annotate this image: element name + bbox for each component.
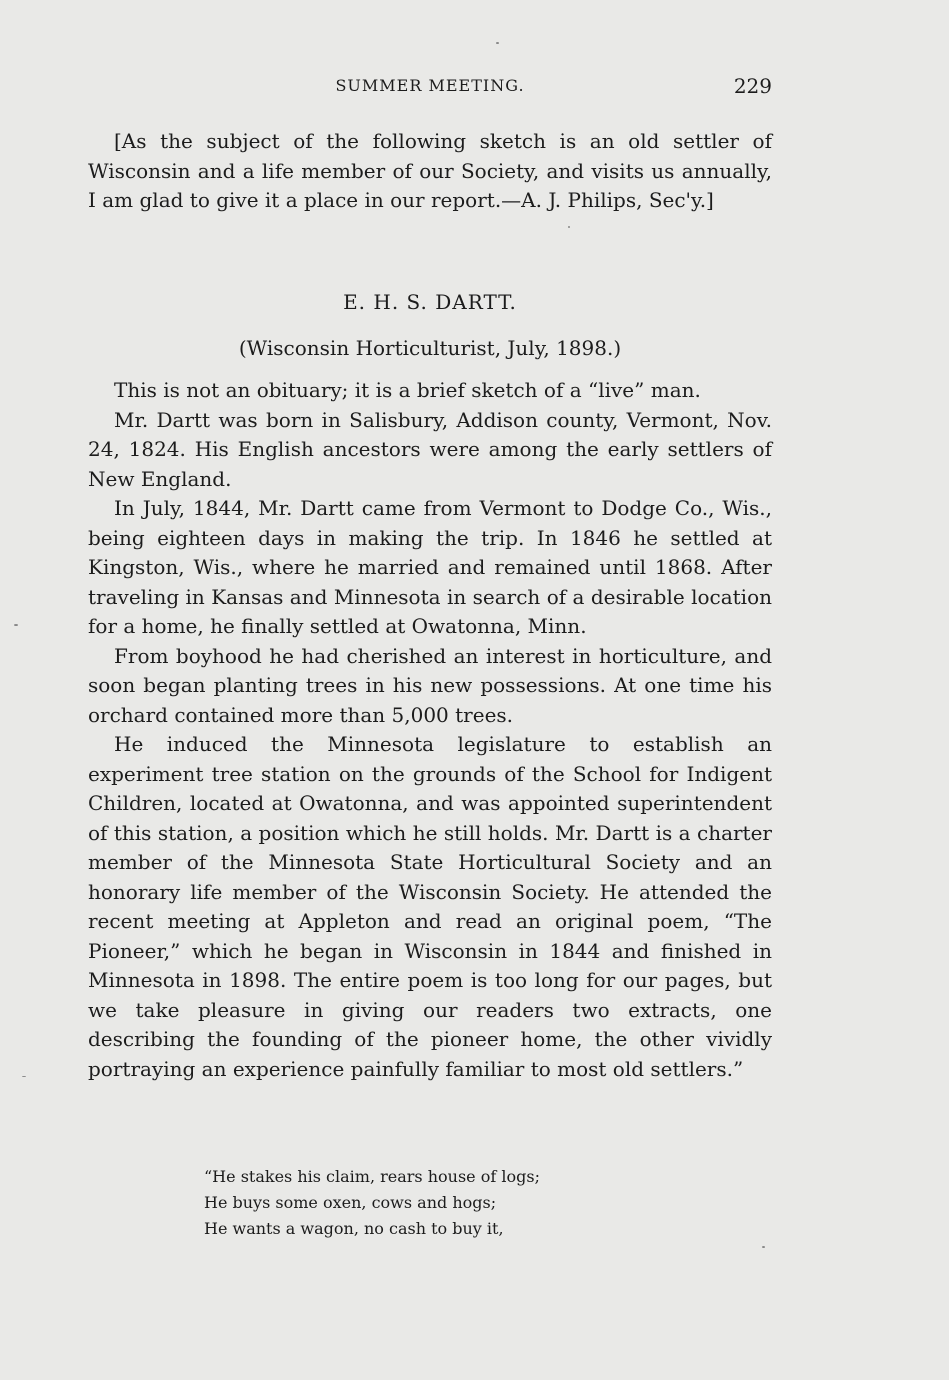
- running-head: [88, 76, 772, 102]
- scan-speck: [14, 624, 18, 626]
- editor-note: [88, 127, 772, 216]
- poem-line: He buys some oxen, cows and hogs;: [204, 1193, 497, 1212]
- running-title: SUMMER MEETING.: [335, 76, 525, 95]
- poem-extract: [204, 1164, 540, 1242]
- paragraph: Mr. Dartt was born in Salisbury, Addison county, Vermont, Nov. 24, 1824. His English ancestors were among the early settlers of New England.: [88, 407, 772, 491]
- editor-note-text: [As the subject of the following sketch is an old settler of Wisconsin and a life member of our Society, and visits us annually, I am glad to give it a place in our report.—A. J. Philips, Sec'y.]: [88, 129, 772, 212]
- scan-speck: [568, 226, 570, 228]
- poem-line: He wants a wagon, no cash to buy it,: [204, 1219, 504, 1238]
- paragraph: From boyhood he had cherished an interest in horticulture, and soon began planting trees in his new possessions. At one time his orchard contained more than 5,000 trees.: [88, 643, 772, 727]
- paragraph: This is not an obituary; it is a brief sketch of a “live” man.: [114, 378, 701, 402]
- scan-speck: [762, 1246, 765, 1248]
- paragraph: In July, 1844, Mr. Dartt came from Vermont to Dodge Co., Wis., being eighteen days in making the trip. In 1846 he settled at Kingston, Wis., where he married and remained until 1868. After traveling in Kansas and Minnesota in search of a desirable location for a home, he finally settled at Owatonna, Minn.: [88, 496, 772, 638]
- article-body: [88, 376, 772, 1084]
- poem-line: “He stakes his claim, rears house of logs;: [204, 1167, 540, 1186]
- paragraph: He induced the Minnesota legislature to establish an experiment tree station on the grounds of the School for Indigent Children, located at Owatonna, and was appointed superintendent of this station, a position which he still holds. Mr. Dartt is a charter member of the Minnesota State Horticultural Society and an honorary life member of the Wisconsin Society. He attended the recent meeting at Appleton and read an original poem, “The Pioneer,” which he began in Wisconsin in 1844 and finished in Minnesota in 1898. The entire poem is too long for our pages, but we take pleasure in giving our readers two extracts, one describing the founding of the pioneer home, the other vividly portraying an experience painfully familiar to most old settlers.”: [88, 732, 772, 1081]
- scan-speck: [496, 42, 499, 44]
- page-number: 229: [733, 74, 772, 98]
- scan-speck: [22, 1076, 26, 1077]
- article-source: (Wisconsin Horticulturist, July, 1898.): [238, 336, 622, 360]
- article-title: E. H. S. DARTT.: [343, 290, 517, 314]
